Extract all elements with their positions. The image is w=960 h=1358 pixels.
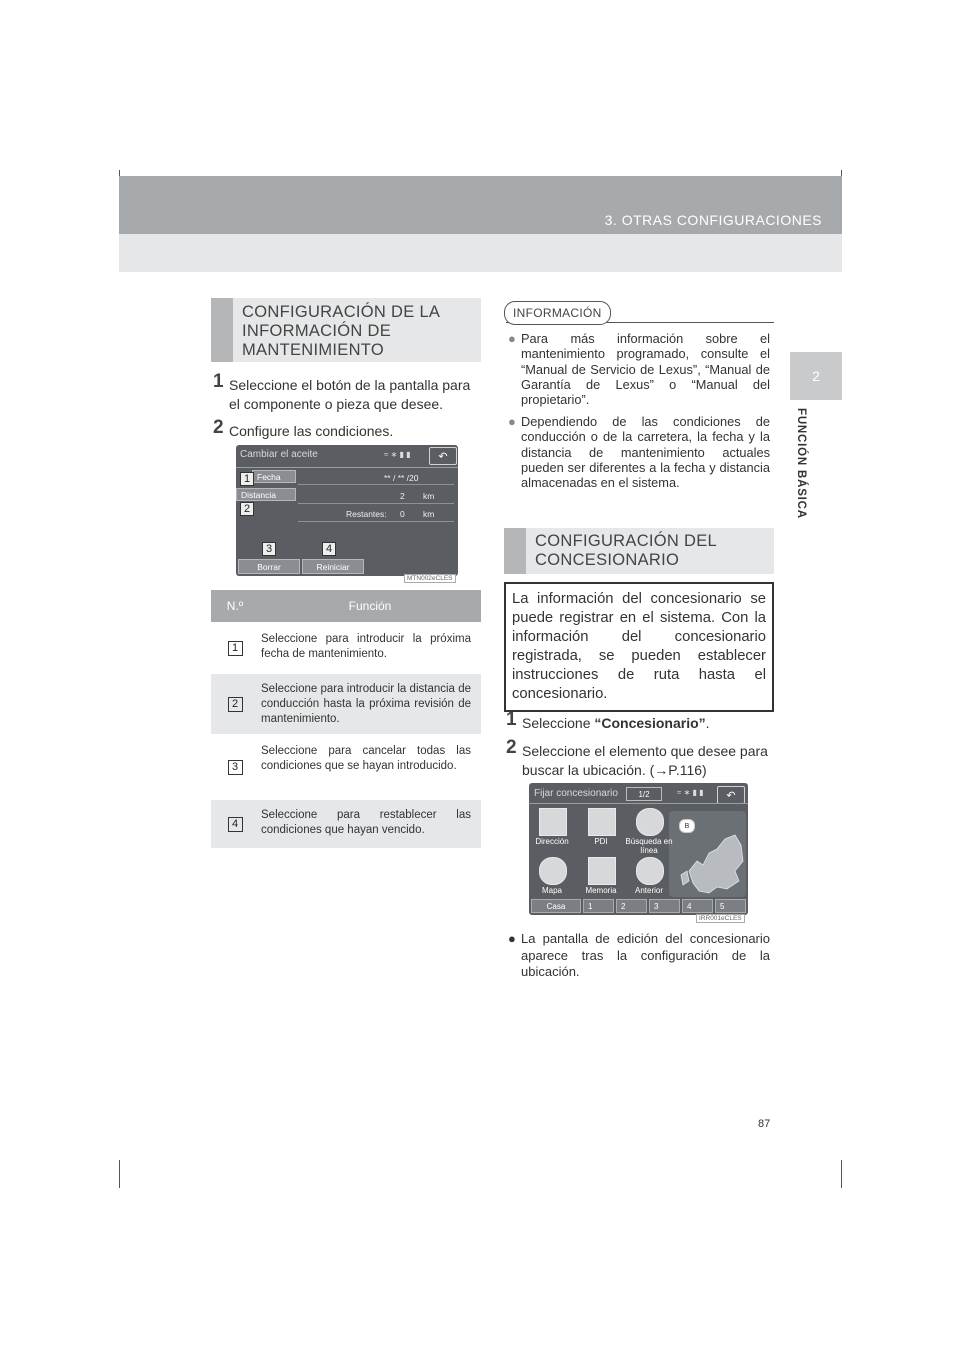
step-text-prefix: Seleccione bbox=[522, 715, 595, 731]
previous-icon[interactable] bbox=[636, 857, 664, 885]
distancia-button[interactable]: Distancia bbox=[236, 488, 296, 501]
region-badge-icon: B bbox=[679, 819, 695, 833]
info-bullet-1 bbox=[508, 331, 770, 407]
bullet-dot-icon: ● bbox=[508, 931, 516, 946]
step-text: Configure las condiciones. bbox=[229, 423, 394, 439]
icon-label: Memoria bbox=[585, 886, 617, 895]
distancia-value: 2 bbox=[400, 491, 405, 501]
dealer-screen bbox=[529, 783, 748, 915]
step-text-suffix: . bbox=[705, 715, 710, 731]
section-heading-dealer bbox=[504, 528, 774, 574]
info-bullet-2 bbox=[508, 414, 770, 490]
bullet-dot-icon: ● bbox=[508, 414, 516, 429]
table-row bbox=[211, 672, 481, 734]
poi-icon[interactable] bbox=[588, 808, 616, 836]
icon-label: PDI bbox=[594, 837, 608, 846]
memory-slot-3[interactable]: 3 bbox=[649, 899, 680, 913]
page-number: 87 bbox=[758, 1118, 771, 1130]
info-label: INFORMACIÓN bbox=[504, 301, 611, 325]
dealer-bullet bbox=[508, 931, 770, 981]
bullet-text: La pantalla de edición del concesionario aparece tras la configuración de la ubicación. bbox=[521, 931, 770, 979]
step-number: 1 bbox=[506, 709, 517, 730]
row-text: Seleccione para restablecer las condiciones que hayan vencido. bbox=[261, 809, 471, 836]
memory-slot-4[interactable]: 4 bbox=[682, 899, 713, 913]
restantes-unit: km bbox=[423, 509, 435, 519]
step-text: Seleccione el botón de la pantalla para el componente o pieza que desee. bbox=[229, 377, 471, 412]
maintenance-screen bbox=[236, 445, 458, 576]
section-heading-text: CONFIGURACIÓN DEL CONCESIONARIO bbox=[535, 532, 718, 569]
header-band bbox=[119, 234, 842, 272]
table-row bbox=[211, 798, 481, 848]
table-row bbox=[211, 734, 481, 798]
icon-label: Mapa bbox=[541, 886, 562, 895]
status-icons: ≈ ∗ ▮ ▮ bbox=[384, 450, 411, 459]
step-number: 2 bbox=[506, 737, 517, 758]
callout-1: 1 bbox=[240, 472, 254, 486]
callout-2: 2 bbox=[240, 502, 254, 516]
concesionario-label: “Concesionario” bbox=[594, 715, 706, 731]
table-row bbox=[211, 622, 481, 672]
row-number: 1 bbox=[228, 641, 243, 656]
page-indicator-button[interactable]: 1/2 bbox=[626, 787, 662, 801]
row-number: 3 bbox=[228, 760, 243, 775]
fecha-button[interactable]: Fecha bbox=[252, 470, 296, 483]
dealer-step-2 bbox=[506, 737, 776, 782]
back-button[interactable]: ↶ bbox=[717, 786, 745, 804]
image-code: IRR001eCLES bbox=[696, 914, 745, 923]
address-icon[interactable] bbox=[539, 808, 567, 836]
row-text: Seleccione para introducir la distancia de conducción hasta la próxima revisión de mantenimiento. bbox=[261, 683, 471, 725]
bullet-dot-icon: ● bbox=[508, 331, 516, 346]
chapter-number-tab: 2 bbox=[790, 352, 842, 400]
icon-label: Búsqueda en línea bbox=[625, 837, 673, 855]
row-text: Seleccione para cancelar todas las condiciones que se hayan introducido. bbox=[261, 745, 471, 772]
callout-4: 4 bbox=[322, 542, 336, 556]
reiniciar-button[interactable]: Reiniciar bbox=[302, 559, 364, 574]
screen-title: Cambiar el aceite bbox=[240, 449, 318, 460]
section-heading-text: CONFIGURACIÓN DE LA INFORMACIÓN DE MANTENIMIENTO bbox=[242, 303, 441, 359]
memory-slot-5[interactable]: 5 bbox=[715, 899, 746, 913]
column-header-function: Función bbox=[348, 599, 392, 613]
icon-label: Dirección bbox=[535, 837, 569, 846]
fecha-value: ** / ** /20 bbox=[384, 473, 419, 483]
screen-title: Fijar concesionario bbox=[534, 788, 618, 799]
section-title: 3. OTRAS CONFIGURACIONES bbox=[604, 212, 822, 228]
step-2 bbox=[213, 417, 483, 442]
bullet-text: Dependiendo de las condiciones de conducción o de la carretera, la fecha y la distancia de mantenimiento actuales pueden ser diferentes a la fecha y distancia almacenadas en el sistema. bbox=[521, 414, 770, 491]
chapter-label: FUNCIÓN BÁSICA bbox=[795, 408, 807, 519]
europe-map[interactable] bbox=[669, 811, 746, 897]
step-text: Seleccione el elemento que desee para buscar la ubicación. (→P.116) bbox=[522, 743, 768, 778]
section-heading-maintenance bbox=[211, 298, 481, 362]
memory-slot-1[interactable]: 1 bbox=[583, 899, 614, 913]
memory-slot-2[interactable]: 2 bbox=[616, 899, 647, 913]
row-text: Seleccione para introducir la próxima fecha de mantenimiento. bbox=[261, 633, 471, 660]
restantes-label: Restantes: bbox=[346, 509, 387, 519]
page-header bbox=[119, 176, 842, 234]
icon-label: Anterior bbox=[634, 886, 663, 895]
table-header bbox=[211, 590, 481, 622]
image-code: MTN002eCLES bbox=[404, 574, 456, 583]
bullet-text: Para más información sobre el mantenimiento programado, consulte el “Manual de Servicio de Lexus”, “Manual de Garantía de Lexus” o “Manual del propietario”. bbox=[521, 331, 770, 408]
dealer-info-box: La información del concesionario se puede registrar en el sistema. Con la información del concesionario registrada, se pueden establecer instrucciones de ruta hasta el concesionario. bbox=[504, 582, 774, 712]
function-table bbox=[211, 590, 481, 848]
callout-3: 3 bbox=[262, 542, 276, 556]
status-icons: ≈ ∗ ▮ ▮ bbox=[677, 788, 704, 797]
step-1 bbox=[213, 371, 483, 416]
restantes-value: 0 bbox=[400, 509, 405, 519]
step-number: 2 bbox=[213, 417, 224, 438]
column-header-num: N.º bbox=[226, 599, 244, 613]
step-number: 1 bbox=[213, 371, 224, 392]
row-number: 2 bbox=[228, 697, 243, 712]
map-icon[interactable] bbox=[539, 857, 567, 885]
memory-flag-icon[interactable] bbox=[588, 857, 616, 885]
casa-button[interactable]: Casa bbox=[531, 899, 581, 913]
borrar-button[interactable]: Borrar bbox=[238, 559, 300, 574]
row-number: 4 bbox=[228, 817, 243, 832]
online-search-icon[interactable] bbox=[636, 808, 664, 836]
back-button[interactable]: ↶ bbox=[429, 447, 457, 465]
dealer-step-1 bbox=[506, 709, 776, 734]
distancia-unit: km bbox=[423, 491, 435, 501]
